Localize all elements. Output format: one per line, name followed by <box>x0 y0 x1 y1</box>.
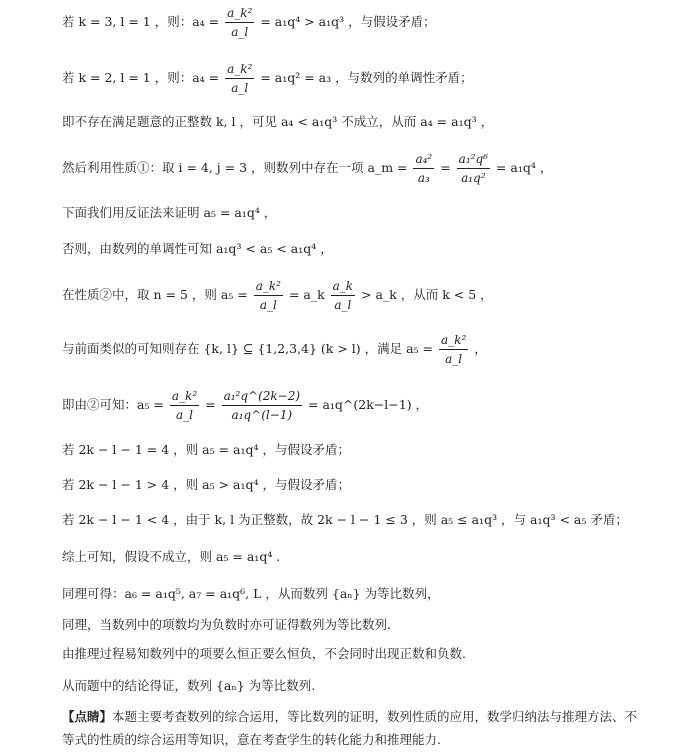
math-line-2: 若 k = 2, l = 1 ，则：a₄ = $\frac{\text{a\_k²}}{a\_l}$ = a₁q² = a₃ ，与数列的单调性矛盾； <box>62 62 473 95</box>
math-line-17: 从而题中的结论得证，数列 {aₙ} 为等比数列. <box>62 678 316 693</box>
math-line-4: 然后利用性质①：取 i = 4, j = 3 ，则数列中存在一项 a_m = $\frac{\text{a₄²}}{\text{a₃}}$ = $\frac{\text{a₁²q⁶}}{\text{a₁q²}}$ = a₁q⁴ ， <box>62 152 553 185</box>
math-line-5: 下面我们用反证法来证明 a₅ = a₁q⁴ ， <box>62 205 277 220</box>
math-line-14: 同理可得：a₆ = a₁q⁵, a₇ = a₁q⁶, L ，从而数列 {aₙ} 为等比数列， <box>62 586 440 601</box>
math-line-13: 综上可知，假设不成立，则 a₅ = a₁q⁴ . <box>62 549 281 564</box>
math-line-10: 若 2k − l − 1 = 4 ，则 a₅ = a₁q⁴ ，与假设矛盾； <box>62 442 350 457</box>
math-line-15: 同理，当数列中的项数均为负数时亦可证得数列为等比数列. <box>62 617 391 632</box>
math-line-6: 否则，由数列的单调性可知 a₁q³ < a₅ < a₁q⁴ ， <box>62 241 333 256</box>
math-line-1: 若 k = 3, l = 1 ，则：a₄ = $\frac{\text{a\_k²}}{a\_l}$ = a₁q⁴ > a₁q³ ，与假设矛盾； <box>62 6 436 39</box>
math-line-12: 若 2k − l − 1 < 4 ，由于 k, l 为正整数，故 2k − l − 1 ≤ 3 ，则 a₅ ≤ a₁q³ ，与 a₁q³ < a₅ 矛盾； <box>62 512 628 527</box>
math-line-7: 在性质②中，取 n = 5 ，则 a₅ = $\frac{\text{a\_k²}}{a\_l}$ = a_k $\frac{a\_k}{a\_l}$ > a_k ，从而 k < 5 ， <box>62 279 493 312</box>
math-line-8: 与前面类似的可知则存在 {k, l} ⊆ {1,2,3,4} (k > l) ，满足 a₅ = $\frac{\text{a\_k²}}{a\_l}$ ， <box>62 333 487 366</box>
math-line-11: 若 2k − l − 1 > 4 ，则 a₅ > a₁q⁴ ，与假设矛盾； <box>62 477 350 492</box>
math-line-3: 即不存在满足题意的正整数 k, l ，可见 a₄ < a₁q³ 不成立，从而 a₄ = a₁q³ ， <box>62 114 494 129</box>
comment-tag: 【点睛】 <box>62 709 113 724</box>
math-line-16: 由推理过程易知数列中的项要么恒正要么恒负，不会同时出现正数和负数. <box>62 646 466 661</box>
comment-line-2: 等式的性质的综合运用等知识，意在考查学生的转化能力和推理能力. <box>62 732 441 747</box>
comment-line-1: 【点睛】本题主要考查数列的综合运用，等比数列的证明，数列性质的应用，数学归纳法与推理方法、不 <box>62 709 638 724</box>
math-line-9: 即由②可知：a₅ = $\frac{\text{a\_k²}}{a\_l}$ = $\frac{\text{a₁²q\textasciicircum{}(2k−2)}}{\text{a₁q\textasciicircum{}(l−1)}}$ = a₁q^(2k−l−1) ， <box>62 389 429 422</box>
